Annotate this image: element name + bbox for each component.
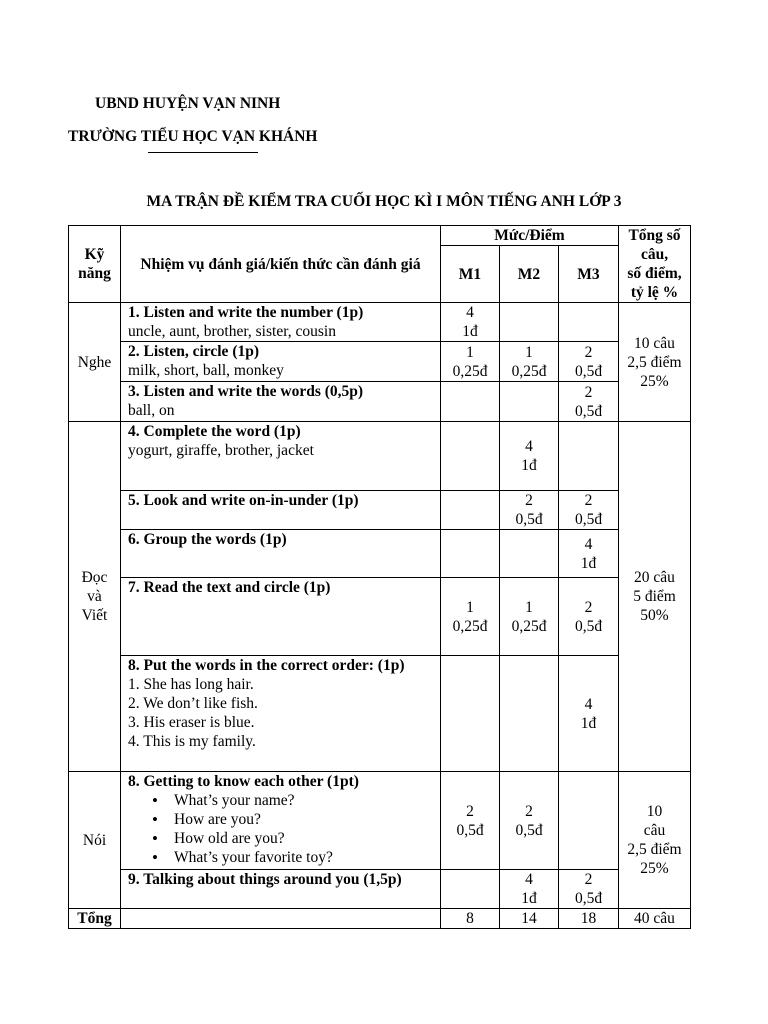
bullet-item: • What’s your name? [174,791,436,810]
bullet-item: • What’s your favorite toy? [174,848,436,867]
task-detail: 3. His eraser is blue. [128,714,255,731]
task-title: 9. Talking about things around you (1,5p) [128,871,402,888]
m2-cell [500,578,559,656]
score: 0,5đ [574,617,603,635]
question-bullet-list [128,791,436,867]
m3-cell [559,342,619,382]
m2-cell [500,491,559,530]
skill-label: Nói [82,831,107,849]
m2-cell [500,656,559,772]
task-cell [121,578,441,656]
question-count: 1 [466,343,474,361]
score: 0,25đ [511,617,547,635]
score: 0,5đ [574,402,603,420]
task-detail: 2. We don’t like fish. [128,695,258,712]
score: 0,25đ [452,362,488,380]
m1-cell [441,656,500,772]
m1-cell [441,382,500,422]
table-row [69,303,691,342]
skill-label: Đọc [81,569,108,586]
m3-cell [559,870,619,909]
m3-cell [559,422,619,491]
table-row [69,772,691,870]
header-total-line: câu, [640,246,669,263]
total-line: câu [643,822,666,839]
m3-cell [559,772,619,870]
score: 0,5đ [574,511,603,528]
task-cell [121,303,441,342]
score: 1đ [580,554,597,572]
score: 1đ [462,323,478,340]
task-title: 4. Complete the word (1p) [128,423,301,440]
task-title: 3. Listen and write the words (0,5p) [128,383,364,400]
question-count: 2 [584,871,593,888]
m2-cell [500,422,559,491]
task-cell [121,772,441,870]
document-title: MA TRẬN ĐỀ KIỂM TRA CUỐI HỌC KÌ I MÔN TIẾNG ANH LỚP 3 [146,193,622,210]
score: 0,5đ [515,511,543,528]
header-total-cell [619,226,691,303]
score: 0,5đ [574,890,603,907]
table-total-row [69,909,691,929]
score: 1đ [521,890,537,907]
header-skill-line: Kỹ [84,246,105,263]
task-detail: uncle, aunt, brother, sister, cousin [128,323,336,340]
m3-cell [559,530,619,578]
skill-label: Nghe [77,353,112,371]
m3-cell [559,578,619,656]
total-row-task-cell [121,909,441,929]
task-title: 5. Look and write on-in-under (1p) [128,492,359,509]
m1-cell [441,772,500,870]
task-detail: 1. She has long hair. [128,676,254,693]
question-count: 2 [584,343,593,361]
task-title: 6. Group the words (1p) [128,531,287,548]
header-level-m3: M3 [559,246,619,303]
m1-cell [441,422,500,491]
m1-cell [441,870,500,909]
m3-cell [559,382,619,422]
task-detail: yogurt, giraffe, brother, jacket [128,442,314,459]
task-cell [121,491,441,530]
total-line: 25% [640,860,669,877]
task-cell [121,342,441,382]
question-count: 2 [525,492,533,509]
score: 0,25đ [511,362,547,380]
table-row [69,422,691,491]
district-name: UBND HUYỆN VẠN NINH [95,95,281,112]
question-count: 2 [584,598,593,616]
question-count: 4 [584,535,593,553]
total-line: 50% [640,607,669,624]
bullet-item: • How are you? [174,810,436,829]
total-line: 10 câu [634,334,675,352]
question-count: 4 [466,304,474,321]
score: 0,5đ [515,821,543,839]
table-row [69,342,691,382]
school-name-underline [148,152,258,153]
header-total-line: số điểm, [627,265,682,282]
question-count: 2 [525,802,533,820]
task-cell [121,530,441,578]
task-title: 7. Read the text and circle (1p) [128,579,331,596]
header-total-line: Tổng số [628,227,681,244]
score: 0,5đ [574,362,603,380]
m2-cell [500,870,559,909]
question-count: 1 [525,598,533,616]
skill-cell-listening [69,303,121,422]
total-row-m3: 18 [559,909,619,929]
m2-cell [500,772,559,870]
total-cell-reading-writing [619,422,691,772]
total-line: 2,5 điểm [627,353,682,371]
header-total-line: tỷ lệ % [630,284,679,301]
question-count: 1 [525,343,533,361]
table-header-row [69,226,691,246]
table-row [69,530,691,578]
total-line: 2,5 điểm [627,841,682,858]
m2-cell [500,382,559,422]
question-count: 2 [584,492,593,509]
total-row-m2: 14 [500,909,559,929]
task-detail: ball, on [128,402,175,419]
m2-cell [500,342,559,382]
question-count: 4 [525,871,533,888]
total-line: 25% [640,372,669,390]
skill-label: Viết [81,607,108,624]
m1-cell [441,530,500,578]
total-row-grand-total: 40 câu [619,909,691,929]
m2-cell [500,530,559,578]
score: 1đ [580,714,597,732]
header-level-group-cell: Mức/Điểm [441,226,619,246]
m1-cell [441,342,500,382]
assessment-matrix-table [68,225,691,929]
table-row [69,382,691,422]
score: 0,5đ [456,821,484,839]
task-title: 1. Listen and write the number (1p) [128,304,364,321]
skill-cell-speaking [69,772,121,909]
question-count: 4 [525,438,533,455]
m3-cell [559,303,619,342]
score: 1đ [521,457,537,474]
total-line: 10 [646,803,663,820]
task-cell [121,870,441,909]
question-count: 2 [584,383,593,401]
total-row-label: Tổng [69,909,121,929]
total-cell-listening [619,303,691,422]
table-row [69,870,691,909]
question-count: 1 [466,598,474,616]
task-cell [121,382,441,422]
total-row-m1: 8 [441,909,500,929]
school-name: TRƯỜNG TIỂU HỌC VẠN KHÁNH [68,128,318,145]
question-count: 2 [466,802,474,820]
m3-cell [559,491,619,530]
table-row [69,656,691,772]
task-cell [121,656,441,772]
header-task-cell: Nhiệm vụ đánh giá/kiến thức cần đánh giá [121,226,441,303]
m1-cell [441,491,500,530]
task-title: 8. Getting to know each other (1pt) [128,773,359,790]
total-line: 20 câu [634,569,675,586]
table-row [69,491,691,530]
m1-cell [441,303,500,342]
total-line: 5 điểm [633,588,676,605]
skill-cell-reading-writing [69,422,121,772]
task-title: 8. Put the words in the correct order: (1p) [128,657,405,674]
question-count: 4 [584,695,593,713]
header-level-m2: M2 [500,246,559,303]
task-detail: 4. This is my family. [128,733,256,750]
m3-cell [559,656,619,772]
task-cell [121,422,441,491]
m2-cell [500,303,559,342]
total-cell-speaking [619,772,691,909]
task-detail: milk, short, ball, monkey [128,362,284,379]
table-row [69,578,691,656]
skill-label: và [87,588,102,605]
bullet-item: • How old are you? [174,829,436,848]
header-skill-line: năng [78,265,111,282]
score: 0,25đ [452,617,488,635]
header-level-m1: M1 [441,246,500,303]
header-skill-cell [69,226,121,303]
task-title: 2. Listen, circle (1p) [128,343,260,360]
m1-cell [441,578,500,656]
